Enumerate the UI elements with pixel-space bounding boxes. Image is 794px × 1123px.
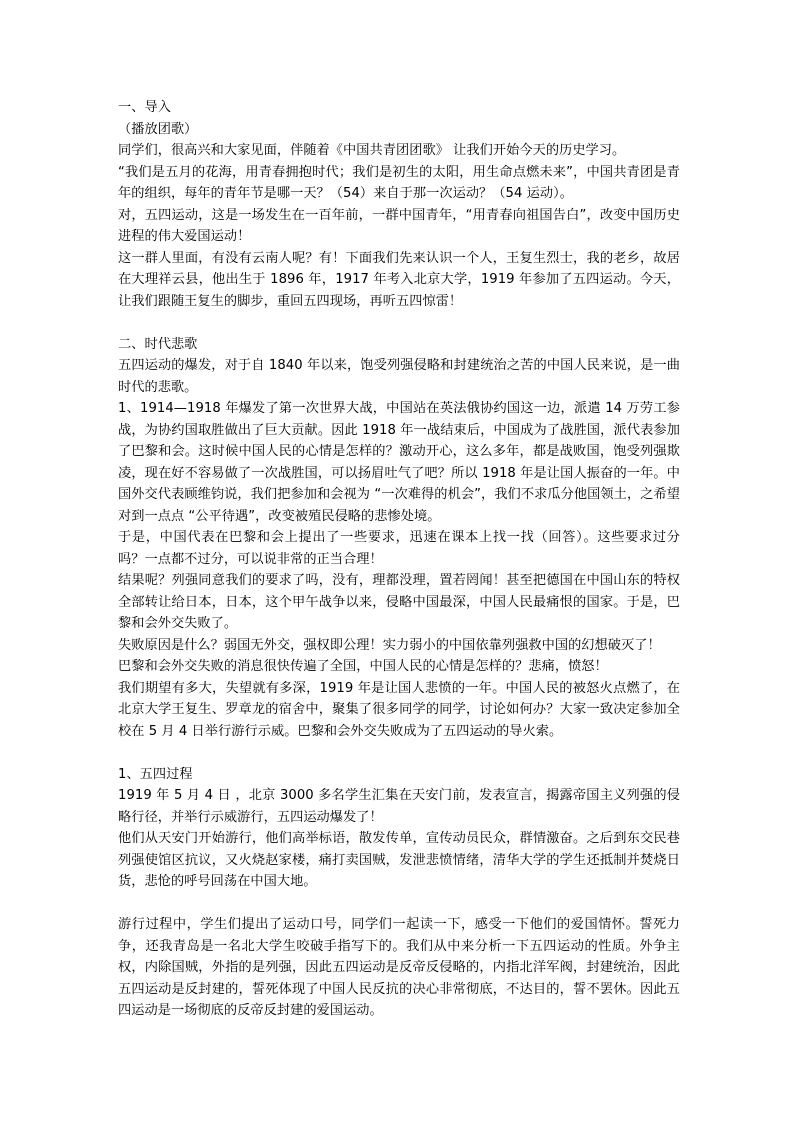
paragraph: 他们从天安门开始游行，他们高举标语，散发传单，宣传动员民众，群情激奋。之后到东交民巷列强使馆区抗议，又火烧赵家楼，痛打卖国贼，发泄悲愤情绪，清华大学的学生还抵制并焚烧日货，悲怆的呼号回荡在中国大地。 <box>118 831 680 889</box>
paragraph: “我们是五月的花海，用青春拥抱时代；我们是初生的太阳，用生命点燃未来”，中国共青团是青年的组织，每年的青年节是哪一天？（54）来自于那一次运动？（54 运动）。 <box>118 164 680 201</box>
paragraph: 同学们，很高兴和大家见面，伴随着《中国共青团团歌》 让我们开始今天的历史学习。 <box>118 143 626 158</box>
paragraph: 结果呢？列强同意我们的要求了吗，没有，理都没理，置若罔闻！甚至把德国在中国山东的特权全部转让给日本，日本，这个甲午战争以来，侵略中国最深，中国人民最痛恨的国家。于是，巴黎和会外交失败了。 <box>118 573 680 631</box>
section-heading-process: 1、五四过程 <box>118 766 193 782</box>
paragraph: 1919 年 5 月 4 日 ，北京 3000 多名学生汇集在天安门前，发表宣言，揭露帝国主义列强的侵略行径，并举行示威游行，五四运动爆发了！ <box>118 788 680 825</box>
paragraph: 我们期望有多大，失望就有多深，1919 年是让国人悲愤的一年。中国人民的被怒火点燃了，在北京大学王复生、罗章龙的宿舍中，聚集了很多同学的同学，讨论如何办？大家一致决定参加全校在 5 月 4 日举行游行示威。巴黎和会外交失败成为了五四运动的导火索。 <box>118 680 680 739</box>
document-page <box>118 97 680 1022</box>
paragraph: 游行过程中，学生们提出了运动口号，同学们一起读一下，感受一下他们的爱国情怀。誓死力争，还我青岛是一名北大学生咬破手指写下的。我们从中来分析一下五四运动的性质。外争主权，内除国贼，外指的是列强，因此五四运动是反帝反侵略的，内指北洋军阀，封建统治，因此五四运动是反封建的，誓死体现了中国人民反抗的决心非常彻底，不达目的，誓不罢休。因此五四运动是一场彻底的反帝反封建的爱国运动。 <box>118 917 680 1018</box>
paragraph: 于是，中国代表在巴黎和会上提出了一些要求，迅速在课本上找一找（回答）。这些要求过分吗？一点都不过分，可以说非常的正当合理！ <box>118 530 680 567</box>
blank-line <box>118 312 680 334</box>
paragraph: 五四运动的爆发，对于自 1840 年以来，饱受列强侵略和封建统治之苦的中国人民来说，是一曲时代的悲歌。 <box>118 358 680 395</box>
paragraph: 1、1914—1918 年爆发了第一次世界大战，中国站在英法俄协约国这一边，派遣 14 万劳工参战，为协约国取胜做出了巨大贡献。因此 1918 年一战结束后，中国成为了战胜国，派代表参加了巴黎和会。这时候中国人民的心情是怎样的？激动开心，这么多年，都是战败国，饱受列强欺凌，现在好不容易做了一次战胜国，可以扬眉吐气了吧？所以 1918 年是让国人振奋的一年。中国外交代表顾维钧说，我们把参加和会视为 “一次难得的机会”，我们不求瓜分他国领土，之希望对到一点点 “公平待遇”，改变被殖民侵略的悲惨处境。 <box>118 401 680 524</box>
paragraph: 对，五四运动，这是一场发生在一百年前，一群中国青年，“用青春向祖国告白”，改变中国历史进程的伟大爱国运动！ <box>118 207 680 244</box>
paragraph: 巴黎和会外交失败的消息很快传遍了全国，中国人民的心情是怎样的？悲痛，愤怒！ <box>118 659 608 674</box>
paragraph: 这一群人里面，有没有云南人呢？有！下面我们先来认识一个人，王复生烈士，我的老乡，故居在大理祥云县，他出生于 1896 年，1917 年考入北京大学，1919 年参加了五四运动。今天，让我们跟随王复生的脚步，重回五四现场，再听五四惊雷！ <box>118 250 680 309</box>
section-heading-era: 二、时代悲歌 <box>118 336 198 352</box>
paragraph: （播放团歌） <box>118 121 198 137</box>
blank-line <box>118 742 680 764</box>
section-heading-intro: 一、导入 <box>118 100 171 115</box>
blank-line <box>118 893 680 915</box>
paragraph: 失败原因是什么？弱国无外交，强权即公理！实力弱小的中国依靠列强救中国的幻想破灭了！ <box>118 637 661 653</box>
